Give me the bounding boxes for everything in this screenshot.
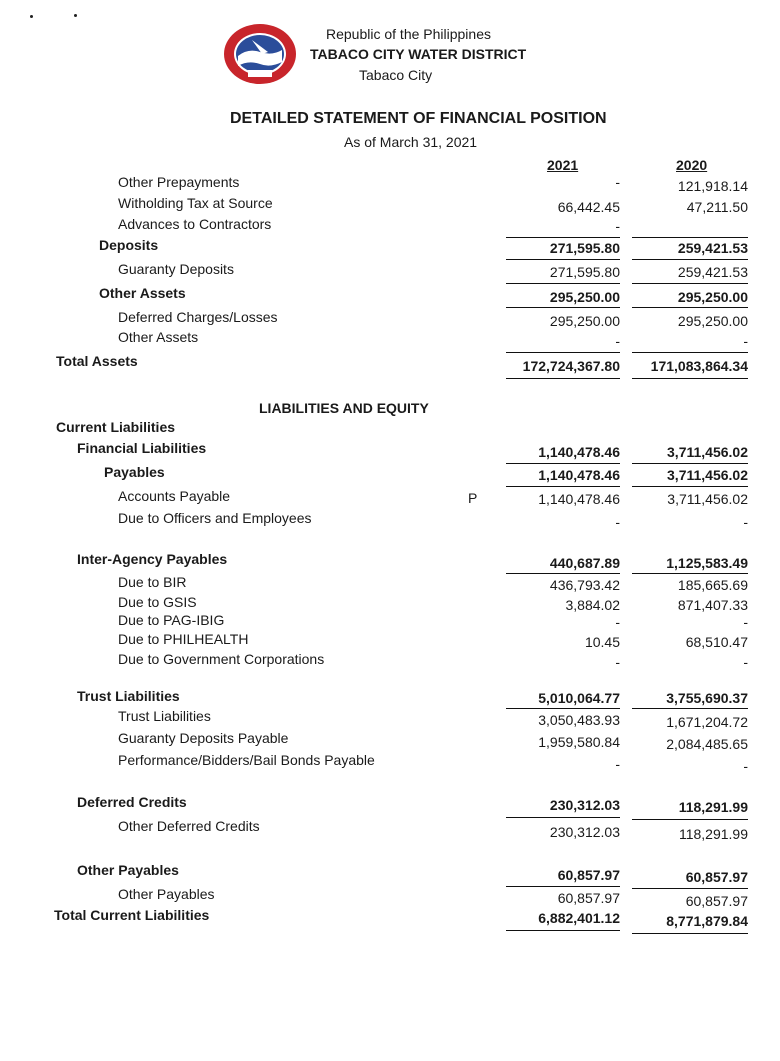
as-of-date: As of March 31, 2021 [344,134,478,150]
currency-peso-sign: P [468,490,478,506]
value-2020: 118,291.99 [678,799,748,815]
value-2020: 8,771,879.84 [666,913,748,929]
value-2020: - [743,614,748,630]
rule [506,486,620,487]
value-2021: 5,010,064.77 [538,690,620,706]
value-2021: 271,595.80 [549,240,620,256]
rule [632,283,748,284]
column-2021: 2021 [547,157,579,173]
rule [506,283,620,284]
rule [506,378,620,379]
scan-speck [30,15,33,18]
label-other-assets-head: Other Assets [99,285,186,301]
value-2021: 6,882,401.12 [538,910,620,926]
value-2021: 60,857.97 [557,867,620,883]
value-2020: 259,421.53 [677,264,748,280]
agency-name: TABACO CITY WATER DISTRICT [310,46,527,62]
rule [632,486,748,487]
value-2020: 259,421.53 [677,240,748,256]
value-2021: 1,140,478.46 [538,444,620,460]
label-other-deferred-credits: Other Deferred Credits [118,818,260,834]
label-due-pagibig: Due to PAG-IBIG [118,612,225,628]
rule [632,352,748,353]
value-2021: - [615,174,620,190]
value-2021: 1,140,478.46 [538,467,620,483]
value-2020: 871,407.33 [677,597,748,613]
label-due-bir: Due to BIR [118,574,187,590]
value-2021: 1,140,478.46 [538,491,620,507]
rule [506,930,620,931]
label-guaranty-deposits-payable: Guaranty Deposits Payable [118,730,289,746]
value-2020: 47,211.50 [686,199,748,215]
label-due-gsis: Due to GSIS [118,594,197,610]
rule [506,237,620,238]
value-2020: - [743,514,748,530]
city-line: Tabaco City [359,67,433,83]
rule [632,888,748,889]
label-withholding-tax: Witholding Tax at Source [118,195,273,211]
value-2021: - [615,654,620,670]
rule [506,352,620,353]
label-trust-liabilities-head: Trust Liabilities [77,688,180,704]
value-2021: 230,312.03 [549,797,620,813]
value-2021: 230,312.03 [549,824,620,840]
rule [506,259,620,260]
label-accounts-payable: Accounts Payable [118,488,231,504]
value-2020: - [743,758,748,774]
value-2021: - [615,614,620,630]
rule [506,708,620,709]
label-total-current-liabilities: Total Current Liabilities [54,907,210,923]
value-2021: 271,595.80 [549,264,620,280]
label-advances-contractors: Advances to Contractors [118,216,272,232]
value-2020: 295,250.00 [677,289,748,305]
value-2020: 1,125,583.49 [666,555,748,571]
label-financial-liabilities: Financial Liabilities [77,440,207,456]
value-2020: 60,857.97 [685,893,748,909]
statement-title: DETAILED STATEMENT OF FINANCIAL POSITION [230,110,607,127]
rule [506,886,620,887]
label-total-assets: Total Assets [56,353,138,369]
label-due-philhealth: Due to PHILHEALTH [118,631,249,647]
value-2020: 3,711,456.02 [667,491,748,507]
rule [632,819,748,820]
label-deposits: Deposits [99,237,159,253]
value-2021: 66,442.45 [557,199,620,215]
rule [506,463,620,464]
scan-speck [74,14,77,17]
rule [632,378,748,379]
value-2020: 171,083,864.34 [650,358,748,374]
value-2020: 295,250.00 [677,313,748,329]
value-2021: - [615,333,620,349]
value-2021: 60,857.97 [557,890,620,906]
label-performance-bonds: Performance/Bidders/Bail Bonds Payable [118,752,375,768]
value-2020: - [743,333,748,349]
rule [632,933,748,934]
label-deferred-credits-head: Deferred Credits [77,794,187,810]
label-inter-agency: Inter-Agency Payables [77,551,228,567]
value-2020: 185,665.69 [677,577,748,593]
republic-line: Republic of the Philippines [326,26,491,42]
value-2021: 3,884.02 [565,597,620,613]
value-2021: 436,793.42 [549,577,620,593]
value-2021: 295,250.00 [549,313,620,329]
label-deferred-charges: Deferred Charges/Losses [118,309,278,325]
water-district-seal-logo [222,22,298,86]
value-2020: 118,291.99 [678,826,748,842]
value-2020: 60,857.97 [685,869,748,885]
rule [632,307,748,308]
rule [632,708,748,709]
value-2020: 3,711,456.02 [667,444,748,460]
value-2020: 2,084,485.65 [666,736,748,752]
value-2021: - [615,514,620,530]
rule [632,259,748,260]
rule [506,307,620,308]
column-2020: 2020 [676,157,708,173]
rule [632,237,748,238]
value-2021: 295,250.00 [549,289,620,305]
value-2020: 3,711,456.02 [667,467,748,483]
value-2021: 172,724,367.80 [522,358,620,374]
value-2021: - [615,756,620,772]
rule [506,573,620,574]
rule [632,463,748,464]
value-2020: 3,755,690.37 [666,690,748,706]
label-trust-liabilities: Trust Liabilities [118,708,211,724]
section-liabilities-equity: LIABILITIES AND EQUITY [259,400,429,416]
label-payables: Payables [104,464,165,480]
label-guaranty-deposits: Guaranty Deposits [118,261,234,277]
value-2021: 1,959,580.84 [538,734,620,750]
rule [506,817,620,818]
label-due-officers: Due to Officers and Employees [118,510,312,526]
value-2021: 3,050,483.93 [538,712,620,728]
label-other-payables-head: Other Payables [77,862,179,878]
rule [632,573,748,574]
value-2020: 121,918.14 [677,178,748,194]
value-2020: - [743,654,748,670]
label-other-payables: Other Payables [118,886,215,902]
label-other-prepayments: Other Prepayments [118,174,240,190]
label-current-liabilities: Current Liabilities [56,419,176,435]
value-2021: 10.45 [584,634,620,650]
value-2021: 440,687.89 [549,555,620,571]
value-2021: - [615,218,620,234]
value-2020: 68,510.47 [685,634,748,650]
label-other-assets: Other Assets [118,329,199,345]
label-due-gov-corp: Due to Government Corporations [118,651,325,667]
value-2020: 1,671,204.72 [666,714,748,730]
